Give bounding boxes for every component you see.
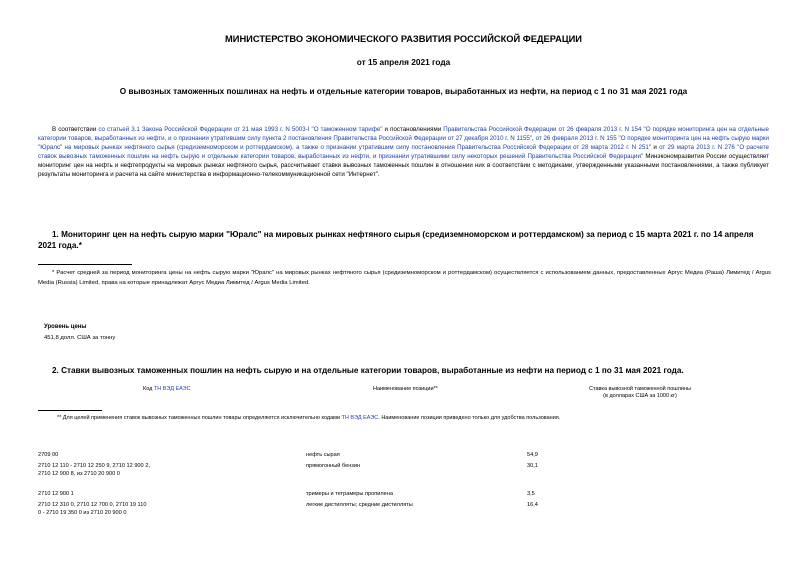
tn-ved-link[interactable]: ТН ВЭД ЕАЭС xyxy=(153,386,191,392)
column-header-code: Код ТН ВЭД ЕАЭС xyxy=(143,386,191,392)
row-3-name: тримеры и тетрамеры пропилена xyxy=(306,491,393,497)
tn-ved-footnote-link[interactable]: ТН ВЭД ЕАЭС xyxy=(341,415,379,421)
column-header-name: Наименование позиции** xyxy=(373,386,438,392)
row-1-rate: 54,9 xyxy=(527,452,538,458)
resolution-155-link[interactable]: от 26 февраля 2013 г. N 155 "О порядке мониторинга цен на нефть сырую марки "Юралс" на мировых рынках нефтяного сырья (средиземноморском и роттердамском), а также о признании утратившим силу постановления Правительства Российской Федерации от 28 марта 2012 г. N 251" xyxy=(38,135,769,152)
intro-text-2: и постановлениями xyxy=(382,126,444,133)
document-date: от 15 апреля 2021 года xyxy=(356,57,451,67)
row-2-name: прямогонный бензин xyxy=(306,463,361,469)
row-4-rate: 16,4 xyxy=(527,502,538,508)
intro-text-3: , xyxy=(532,135,536,143)
row-4-code: 2710 12 310 0, 2710 12 700 0, 2710 19 110 0 - 2710 19 350 0 из 2710 20 900 0 xyxy=(38,502,147,517)
price-level-label: Уровень цены xyxy=(44,324,87,330)
intro-paragraph xyxy=(38,125,769,180)
resolution-276-link[interactable]: от 29 марта 2013 г. N 276 "О расчете ставок вывозных таможенных пошлин на нефть сырую и отдельные категории товаров, выработанных из нефти, и признании утратившими силу некоторых решений Правительства Российской Федерации" xyxy=(38,144,769,161)
section-1-heading: 1. Мониторинг цен на нефть сырую марки "Юралс" на мировых рынках нефтяного сырья (средиземноморском и роттердамском) за период с 15 марта 2021 г. по 14 апреля 2021 года.* xyxy=(38,230,754,250)
row-1-name: нефть сырая xyxy=(306,452,340,458)
law-5003-link[interactable]: со статьей 3.1 Закона Российской Федерации от 21 мая 1993 г. N 5003-I "О таможенном тарифе" xyxy=(98,126,383,133)
ministry-heading: МИНИСТЕРСТВО ЭКОНОМИЧЕСКОГО РАЗВИТИЯ РОССИЙСКОЙ ФЕДЕРАЦИИ xyxy=(225,34,582,44)
row-3-code: 2710 12 900 1 xyxy=(38,491,74,497)
row-4-name: легкие дистилляты; средние дистилляты xyxy=(306,502,413,508)
table-footnote-divider xyxy=(38,410,102,411)
document-title: О вывозных таможенных пошлинах на нефть и отдельные категории товаров, выработанных из нефти, на период с 1 по 31 мая 2021 года xyxy=(119,87,688,96)
row-3-rate: 3,5 xyxy=(527,491,535,497)
resolution-154-link[interactable]: Правительства Российской Федерации от 26 февраля 2013 г. N 154 "О порядке мониторинга цен на отдельные категории товаров, выработанных из нефти, и о признании утратившим силу пункта 2 постановления Правительства Российской Федерации от 27 декабря 2010 г. N 1155" xyxy=(38,126,769,143)
table-footnote: ** Для целей применения ставок вывозных таможенных пошлин товары определяются исключительно кодами ТН ВЭД ЕАЭС. Наименование позиции приведено только для удобства пользования. xyxy=(57,415,561,421)
footnote-divider xyxy=(38,264,132,265)
footnote-argus: * Расчет средней за период мониторинга цены на нефть сырую марки "Юралс" на мировых рынках нефтяного сырья (средиземноморском и роттердамском) осуществляется с использованием данных, предоставленных Аргус Медиа (Раша) Лимитед / Argus Media (Russia) Limited, права на которые принадлежат Аргус Медиа Лимитед / Argus Media Limited. xyxy=(38,270,771,286)
intro-text-4: и xyxy=(651,144,660,152)
intro-text-5: Минэкономразвития России осуществляет мониторинг цен на нефть и нефтепродукты на мировых рынках нефтяного сырья, рассчитывает ставки вывозных таможенных пошлин в отношении них в соответствии с методиками, утвержденными указанными постановлениями, а также публикует результаты мониторинга и расчета на сайте министерства в информационно-телекоммуникационной сети "Интернет". xyxy=(38,153,769,179)
price-level-value: 451,8 долл. США за тонну xyxy=(44,335,116,341)
row-1-code: 2709 00 xyxy=(38,452,59,458)
section-2-heading: 2. Ставки вывозных таможенных пошлин на нефть сырую и на отдельные категории товаров, выработанные из нефти на период с 1 по 31 мая 2021 года. xyxy=(52,366,684,375)
intro-text-1: В соответствии xyxy=(52,126,99,133)
row-2-rate: 30,1 xyxy=(527,463,538,469)
row-2-code: 2710 12 110 - 2710 12 250 9, 2710 12 900 2, 2710 12 900 8, из 2710 20 900 0 xyxy=(38,463,150,478)
column-header-rate: Ставка вывозной таможенной пошлины (в долларах США за 1000 кг) xyxy=(589,386,691,399)
